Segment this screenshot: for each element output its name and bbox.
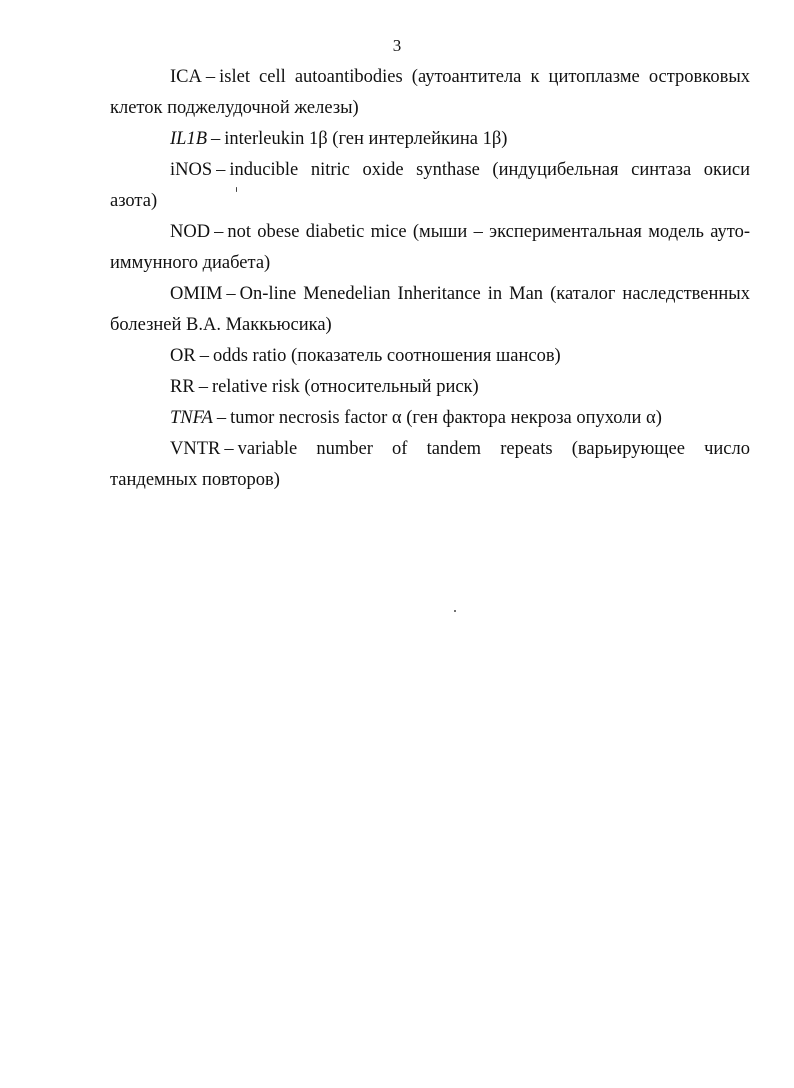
abbreviation-term: ICA [170,67,202,87]
abbreviation-definition: relative risk (относительный риск) [211,377,479,397]
abbreviation-definition: not obese diabetic mice (мыши – экспериментальная модель ауто-иммунного диабета) [110,222,750,273]
separator: – [216,408,227,428]
abbreviation-term: RR [170,377,195,397]
abbreviation-entry [110,279,750,341]
page-number: 3 [392,36,402,55]
abbreviation-entry [110,62,750,124]
separator: – [199,346,209,366]
abbreviation-definition: islet cell autoantibodies (аутоантитела к цитоплазме островковых клеток поджелудочной железы) [110,67,750,118]
abbreviation-entry [110,155,750,217]
scan-speck [454,610,456,612]
separator: – [211,129,221,149]
separator: – [224,439,234,459]
abbreviation-term: OMIM [170,284,223,304]
abbreviation-entry [110,341,750,372]
abbreviation-term: NOD [170,222,211,242]
abbreviation-entry [110,217,750,279]
abbreviation-definition: On-line Menedelian Inheritance in Man (каталог наследственных болезней В.А. Маккьюсика) [110,284,750,335]
abbreviation-entry [110,434,750,496]
abbreviation-definition: variable number of tandem repeats (варьирующее число тандемных повторов) [110,439,750,490]
abbreviation-term: iNOS [170,160,213,180]
abbreviation-term: IL1B [170,129,207,149]
abbreviation-entry [110,403,750,434]
abbreviation-term: TNFA [170,408,213,428]
separator: – [205,67,216,87]
separator: – [198,377,208,397]
abbreviation-term: VNTR [170,439,221,459]
scan-speck [236,187,237,192]
abbreviation-definition: odds ratio (показатель соотношения шансов) [212,346,561,366]
separator: – [226,284,236,304]
abbreviation-definition: tumor necrosis factor α (ген фактора некроза опухоли α) [230,408,662,428]
abbreviation-term: OR [170,346,196,366]
abbreviation-definition: interleukin 1β (ген интерлейкина 1β) [224,129,508,149]
abbreviation-entry [110,372,750,403]
abbreviation-list [110,62,750,496]
separator: – [216,160,226,180]
abbreviation-definition: inducible nitric oxide synthase (индуцибельная синтаза окиси азота) [110,160,750,211]
abbreviation-entry [110,124,750,155]
separator: – [214,222,224,242]
